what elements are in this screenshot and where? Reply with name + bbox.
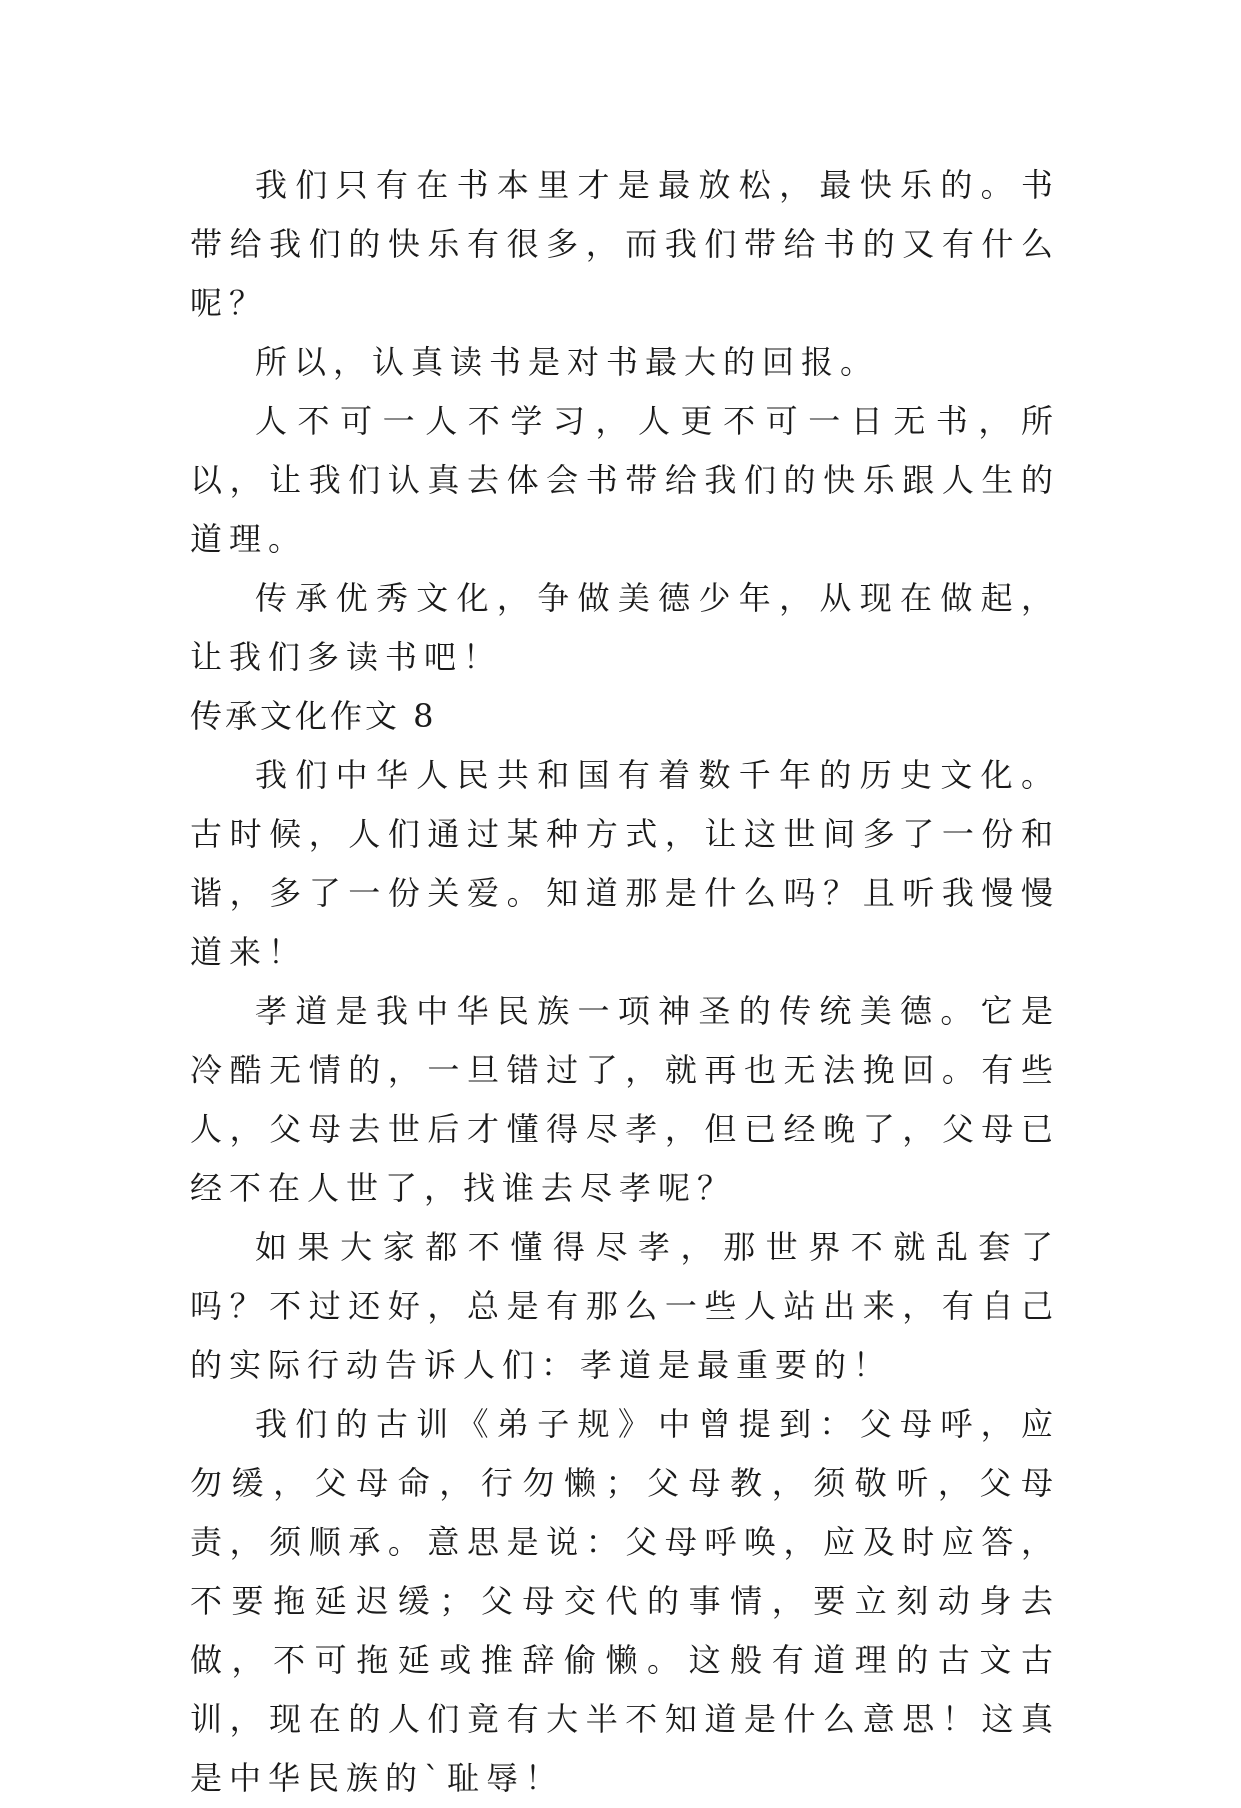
paragraph: 所以，认真读书是对书最大的回报。 <box>255 343 880 381</box>
paragraph: 我们只有在书本里才是最放松，最快乐的。书带给我们的快乐有很多，而我们带给书的又有什么呢？ <box>190 166 1060 322</box>
paragraph: 如果大家都不懂得尽孝，那世界不就乱套了吗？不过还好，总是有那么一些人站出来，有自己的实际行动告诉人们：孝道是最重要的！ <box>190 1228 1060 1384</box>
paragraph: 传承优秀文化，争做美德少年，从现在做起，让我们多读书吧！ <box>190 579 1060 676</box>
paragraph: 孝道是我中华民族一项神圣的传统美德。它是冷酷无情的，一旦错过了，就再也无法挽回。有些人，父母去世后才懂得尽孝，但已经晚了，父母已经不在人世了，找谁去尽孝呢？ <box>190 992 1060 1207</box>
section-title: 传承文化作文 8 <box>190 697 437 735</box>
paragraph: 人不可一人不学习，人更不可一日无书，所以，让我们认真去体会书带给我们的快乐跟人生的道理。 <box>190 402 1060 558</box>
paragraph: 我们的古训《弟子规》中曾提到：父母呼，应勿缓，父母命，行勿懒；父母教，须敬听，父母责，须顺承。意思是说：父母呼唤，应及时应答，不要拖延迟缓；父母交代的事情，要立刻动身去做，不可拖延或推辞偷懒。这般有道理的古文古训，现在的人们竟有大半不知道是什么意思！这真是中华民族的`耻辱！ <box>190 1405 1060 1797</box>
document-body <box>190 156 1060 1808</box>
paragraph: 我们中华人民共和国有着数千年的历史文化。古时候，人们通过某种方式，让这世间多了一份和谐，多了一份关爱。知道那是什么吗？且听我慢慢道来！ <box>190 756 1060 971</box>
